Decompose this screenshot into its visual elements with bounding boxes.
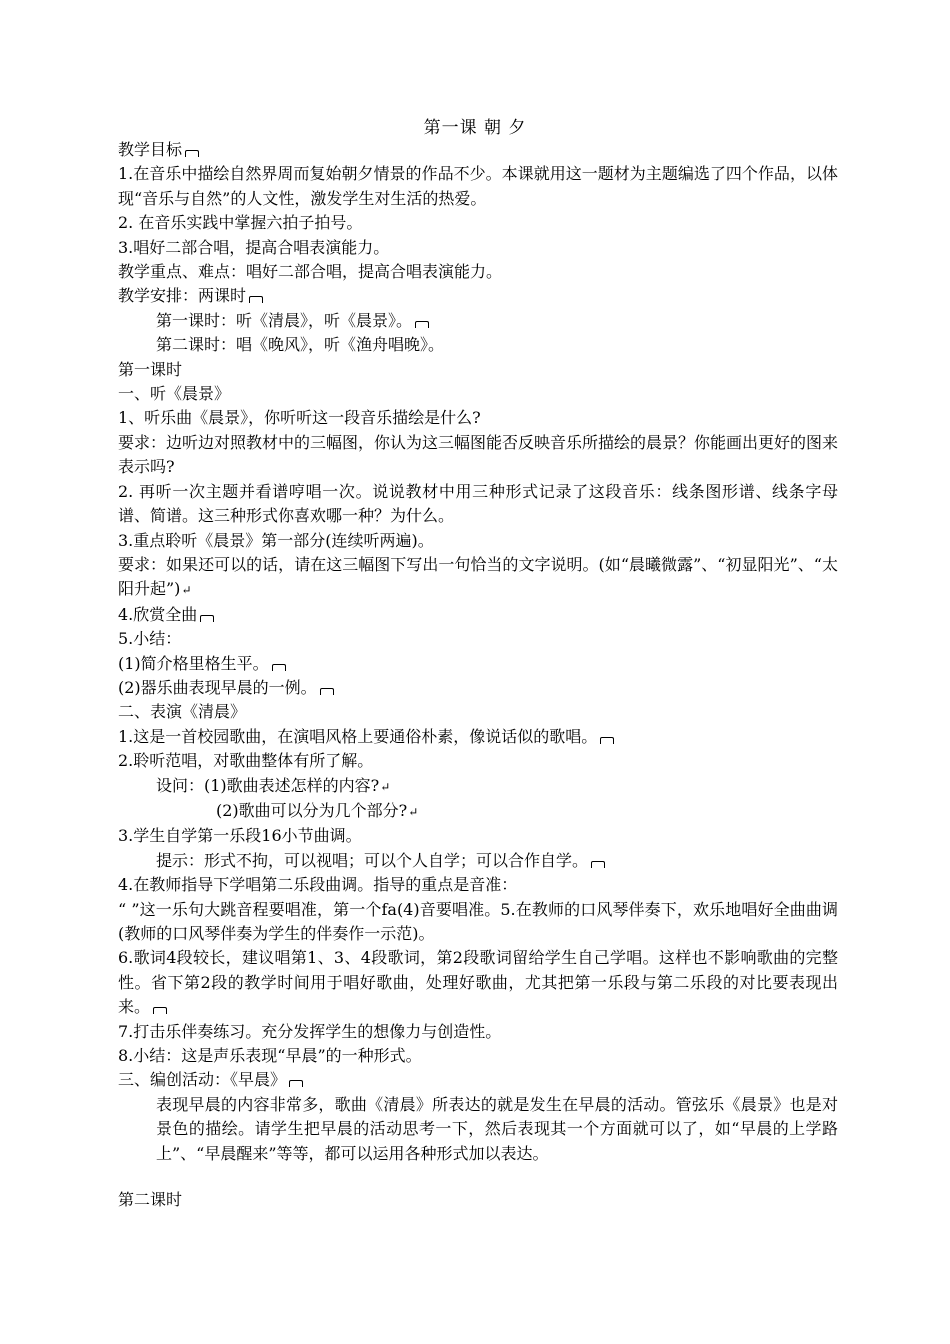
return-mark-icon <box>289 1080 303 1087</box>
paragraph: 第二课时：唱《晚风》，听《渔舟唱晚》。 <box>156 335 445 355</box>
return-mark-icon <box>272 664 286 671</box>
paragraph: 表现早晨的内容非常多，歌曲《清晨》所表达的就是发生在早晨的活动。管弦乐《晨景》也是对景色的描绘。请学生把早晨的活动思考一下，然后表现其一个方面就可以了，如“早晨的上学路上”、“早晨醒来”等等，都可以运用各种形式加以表达。 <box>156 1094 838 1163</box>
break-mark-icon: ↵ <box>380 779 391 794</box>
blank-line <box>118 1166 838 1188</box>
paragraph: (1)简介格里格生平。 <box>118 652 838 676</box>
paragraph: 教学安排：两课时 <box>118 284 838 308</box>
paragraph: 5.小结： <box>118 629 182 649</box>
break-mark-icon: ↵ <box>408 804 419 819</box>
section-heading: 一、听《晨景》 <box>118 384 231 404</box>
break-mark-icon: ↵ <box>181 583 192 598</box>
paragraph: 2. 在音乐实践中掌握六拍子拍号。 <box>118 213 363 233</box>
paragraph: 提示：形式不拘，可以视唱；可以个人自学；可以合作自学。 <box>118 849 838 873</box>
paragraph: (2)歌曲可以分为几个部分?↵ <box>216 800 419 820</box>
return-mark-icon <box>591 861 605 868</box>
document-body <box>118 138 838 1212</box>
paragraph: 要求：如果还可以的话，请在这三幅图下写出一句恰当的文字说明。(如“晨曦微露”、“初显阳光”、“太阳升起”)↵ <box>118 554 838 599</box>
return-mark-icon <box>415 321 429 328</box>
page-title: 第一课 朝 夕 <box>423 118 527 138</box>
paragraph: 4.在教师指导下学唱第二乐段曲调。指导的重点是音准： <box>118 875 518 895</box>
return-mark-icon <box>153 1007 167 1014</box>
paragraph: 4.欣赏全曲 <box>118 603 838 627</box>
return-mark-icon <box>249 296 263 303</box>
paragraph: 1.这是一首校园歌曲，在演唱风格上要通俗朴素，像说话似的歌唱。 <box>118 725 838 749</box>
paragraph: 2.聆听范唱，对歌曲整体有所了解。 <box>118 751 374 771</box>
paragraph: 1、听乐曲《晨景》，你听听这一段音乐描绘是什么? <box>118 408 481 428</box>
paragraph: “ ”这一乐句大跳音程要唱准，第一个fa(4)音要唱准。5.在教师的口风琴伴奏下，欢乐地唱好全曲曲调(教师的口风琴伴奏为学生的伴奏作一示范)。 <box>118 899 838 943</box>
section-heading: 三、编创活动：《早晨》 <box>118 1068 838 1092</box>
section-heading: 教学目标 <box>118 138 838 162</box>
section-heading: 第二课时 <box>118 1190 183 1210</box>
paragraph: 3.学生自学第一乐段16小节曲调。 <box>118 826 362 846</box>
section-heading: 二、表演《清晨》 <box>118 702 247 722</box>
paragraph: 3.重点聆听《晨景》第一部分(连续听两遍)。 <box>118 530 434 550</box>
paragraph: 教学重点、难点：唱好二部合唱，提高合唱表演能力。 <box>118 262 503 282</box>
return-mark-icon <box>185 150 199 157</box>
paragraph: 2. 再听一次主题并看谱哼唱一次。说说教材中用三种形式记录了这段音乐：线条图形谱、线条字母谱、简谱。这三种形式你喜欢哪一种？为什么。 <box>118 481 838 526</box>
return-mark-icon <box>600 737 614 744</box>
paragraph: 8.小结：这是声乐表现“早晨”的一种形式。 <box>118 1046 422 1066</box>
paragraph: (2)器乐曲表现早晨的一例。 <box>118 676 838 700</box>
paragraph: 设问：(1)歌曲表述怎样的内容?↵ <box>156 775 391 795</box>
return-mark-icon <box>200 615 214 622</box>
paragraph: 要求：边听边对照教材中的三幅图，你认为这三幅图能否反映音乐所描绘的晨景？你能画出更好的图来表示吗? <box>118 432 839 477</box>
section-heading: 第一课时 <box>118 359 183 379</box>
return-mark-icon <box>320 688 334 695</box>
paragraph: 7.打击乐伴奏练习。充分发挥学生的想像力与创造性。 <box>118 1021 502 1041</box>
paragraph: 1.在音乐中描绘自然界周而复始朝夕情景的作品不少。本课就用这一题材为主题编选了四个作品，以体现“音乐与自然”的人文性，激发学生对生活的热爱。 <box>118 164 838 208</box>
paragraph: 3.唱好二部合唱，提高合唱表演能力。 <box>118 237 390 257</box>
paragraph: 6.歌词4段较长，建议唱第1、3、4段歌词，第2段歌词留给学生自己学唱。这样也不影响歌曲的完整性。省下第2段的教学时间用于唱好歌曲，处理好歌曲，尤其把第一乐段与第二乐段的对比要表现出来。 <box>118 948 838 1017</box>
paragraph: 第一课时：听《清晨》，听《晨景》。 <box>118 309 838 333</box>
